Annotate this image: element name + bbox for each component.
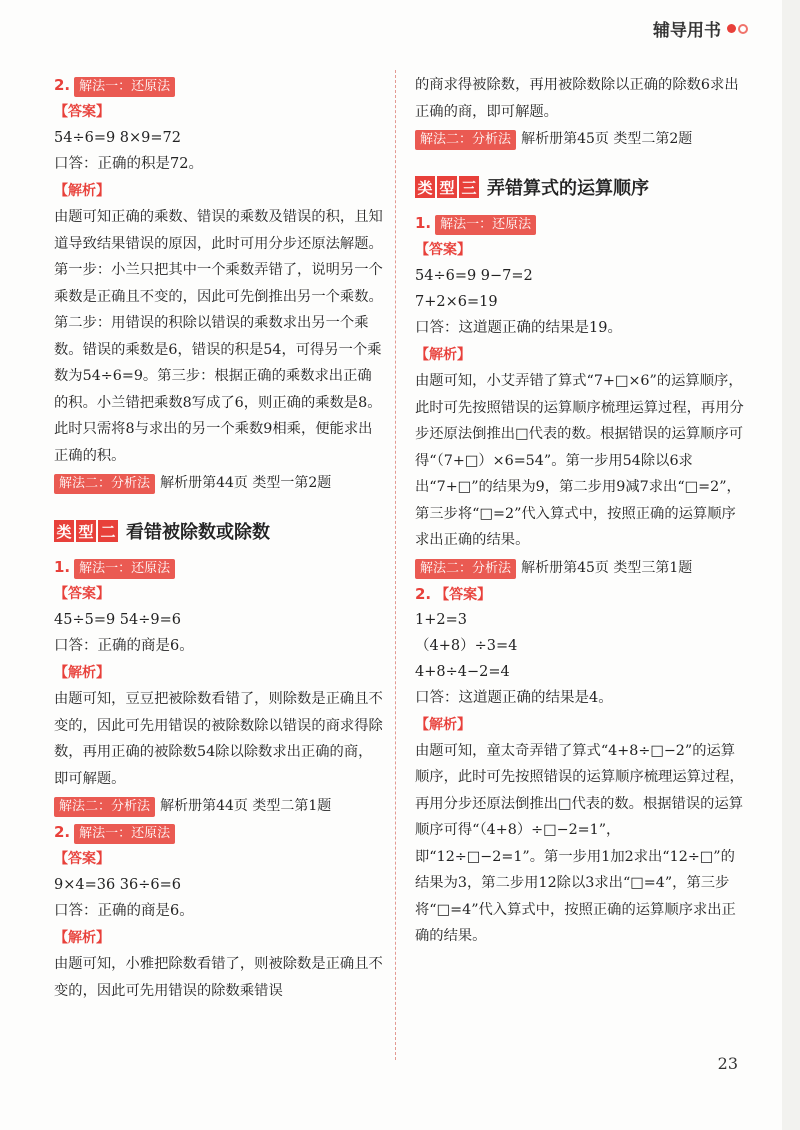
type-box: 型 [437,176,457,198]
answer-tag: 【答案】 [54,851,110,867]
column-divider [395,70,396,1060]
calculation: 1+2=3 [415,611,467,628]
question-block [415,210,745,581]
question-block [54,72,384,496]
question-number: 1. [54,558,71,576]
type-title: 看错被除数或除数 [126,522,270,543]
calculation: 9×4=36 36÷6=6 [54,877,182,893]
reference-text: 解析册第44页 类型二第1题 [160,798,332,814]
analysis-tag: 【解析】 [415,716,471,733]
reference-text: 解析册第44页 类型一第2题 [160,475,332,491]
answer-tag: 【答案】 [435,586,492,603]
left-column [54,72,384,1004]
analysis-text: 由题可知，豆豆把被除数看错了，则除数是正确且不变的，因此可先用错误的被除数除以错误的商求得除数，再用正确的被除数54除以除数求出正确的商，即可解题。 [54,691,383,787]
type-box: 类 [54,520,74,542]
method-label: 解法二：分析法 [415,130,516,150]
question-block [54,554,384,819]
result-text: 口答：正确的积是72。 [54,156,203,172]
question-number: 2. [54,76,71,94]
header-title: 辅导用书 [653,21,721,41]
calculation: 7+2×6=19 [415,294,498,310]
continued-text: 的商求得被除数，再用被除数除以正确的除数6求出正确的商，即可解题。 [415,77,739,120]
method-label: 解法二：分析法 [54,797,155,817]
question-block [54,819,384,1004]
answer-tag: 【答案】 [54,104,110,120]
reference-text: 解析册第45页 类型二第2题 [521,131,693,147]
result-text: 口答：正确的商是6。 [54,903,194,919]
analysis-text: 由题可知正确的乘数、错误的乘数及错误的积，且知道导致结果错误的原因，此时可用分步还原法解题。第一步：小兰只把其中一个乘数弄错了，说明另一个乘数是正确且不变的，因此可先倒推出另一个乘数。第二步：用错误的积除以错误的乘数求出另一个乘数。错误的乘数是6，错误的积是54，可得另一个乘数为54÷6=9。第三步：根据正确的乘数求出正确的积。小兰错把乘数8写成了6，则正确的乘数是8。此时只需将8与求出的另一个乘数9相乘，便能求出正确的积。 [54,209,383,464]
analysis-text: 由题可知，童太奇弄错了算式“4+8÷□−2”的运算顺序，此时可先按照错误的运算顺序梳理运算过程，再用分步还原法倒推出□代表的数。根据错误的运算顺序可得“（4+8）÷□−2=1”，即“12÷□−2=1”。第一步用1加2求出“12÷□”的结果为3，第二步用12除以3求出“□=4”，第三步将“□=4”代入算式中，按照正确的运算顺序求出正确的结果。 [415,742,744,944]
page-header [653,16,748,41]
calculation: 54÷6=9 9−7=2 [415,268,533,284]
answer-tag: 【答案】 [54,586,110,602]
analysis-tag: 【解析】 [54,665,110,681]
method-label: 解法一：还原法 [74,559,175,579]
question-block [415,581,745,950]
question-number: 2. [54,823,71,841]
question-number: 2. [415,584,432,603]
analysis-tag: 【解析】 [415,347,471,363]
type-heading [415,174,745,200]
answer-tag: 【答案】 [415,242,471,258]
type-box: 三 [459,176,479,198]
method-label: 解法二：分析法 [54,474,155,494]
method-label: 解法二：分析法 [415,559,516,579]
calculation: 45÷5=9 54÷9=6 [54,612,182,628]
reference-text: 解析册第45页 类型三第1题 [521,559,693,576]
type-box: 二 [98,520,118,542]
analysis-text: 由题可知，小雅把除数看错了，则被除数是正确且不变的，因此可先用错误的除数乘错误 [54,956,383,999]
page-number: 23 [717,1054,738,1073]
calculation: 4+8÷4−2=4 [415,663,510,680]
method-label: 解法一：还原法 [74,824,175,844]
analysis-tag: 【解析】 [54,183,110,199]
question-number: 1. [415,214,432,232]
analysis-text: 由题可知，小艾弄错了算式“7+□×6”的运算顺序，此时可先按照错误的运算顺序梳理运算过程，再用分步还原法倒推出□代表的数。根据错误的运算顺序可得“（7+□）×6=54”。第一步用54除以6求出“7+□”的结果为9，第二步用9减7求出“□=2”，第三步将“□=2”代入算式中，按照正确的运算顺序求出正确的结果。 [415,373,744,548]
right-column [415,72,745,950]
method-label: 解法一：还原法 [435,215,536,235]
page-edge [782,0,800,1130]
calculation: （4+8）÷3=4 [415,637,518,654]
result-text: 口答：正确的商是6。 [54,638,194,654]
type-box: 类 [415,176,435,198]
header-dots-icon [727,24,748,34]
type-box: 型 [76,520,96,542]
result-text: 口答：这道题正确的结果是19。 [415,320,622,336]
type-heading [54,518,384,544]
result-text: 口答：这道题正确的结果是4。 [415,689,613,706]
analysis-tag: 【解析】 [54,930,110,946]
type-title: 弄错算式的运算顺序 [487,178,649,199]
calculation: 54÷6=9 8×9=72 [54,130,182,146]
method-label: 解法一：还原法 [74,77,175,97]
